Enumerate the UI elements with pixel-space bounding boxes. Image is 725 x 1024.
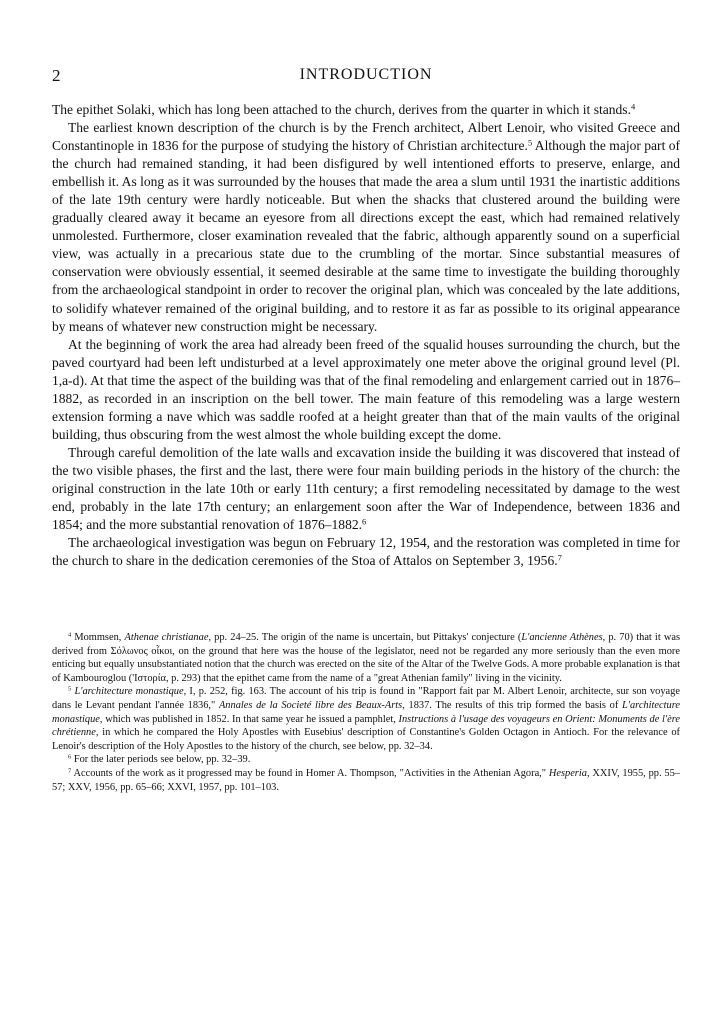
citation-title: Instructions à l'usage des voyageurs en Orient: Monuments de l'ère chrétienne bbox=[52, 713, 680, 739]
paragraph-3: At the beginning of work the area had already been freed of the squalid houses surrounding the church, but the paved courtyard had been left undisturbed at a level approximately one meter above the original ground level (Pl. 1,a-d). At that time the aspect of the building was that of the final remodeling and enlargement carried out in 1876–1882, as recorded in an inscription on the bell tower. The main feature of this remodeling was a large western extension forming a nave which was saddle roofed at a height greater than that of the main vaults of the original building, thus obscuring from the west almost the whole building except the dome. bbox=[52, 336, 680, 442]
footnote-number: 5 bbox=[68, 685, 72, 693]
footnote-ref-5[interactable]: 5 bbox=[527, 138, 533, 148]
footnote-number: 4 bbox=[68, 631, 72, 639]
paragraph-4: Through careful demolition of the late walls and excavation inside the building it was discovered that instead of the two visible phases, the first and the last, there were four main building periods in the history of the church: the original construction in the late 10th or early 11th century; a first remodeling necessitated by damage to the west end, probably in the late 17th century; an enlargement soon after the War of Independence, between 1836 and 1854; and the more substantial renovation of 1876–1882.$^6$ bbox=[52, 444, 680, 533]
footnote-ref-7[interactable]: 7 bbox=[557, 553, 562, 563]
citation-title: L'architecture monastique bbox=[52, 699, 680, 725]
citation-title: L'ancienne Athènes bbox=[521, 632, 603, 643]
footnote-7: $^7$ Accounts of the work as it progressed may be found in Homer A. Thompson, "Activities in the Athenian Agora," Hesperia, XXIV, 1955, pp. 55–57; XXV, 1956, pp. 65–66; XXVI, 1957, pp. 101–103. bbox=[52, 767, 680, 793]
paragraph-5: The archaeological investigation was begun on February 12, 1954, and the restoration was completed in time for the church to share in the dedication ceremonies of the Stoa of Attalos on September 3, 1956.$^7$ bbox=[52, 535, 680, 569]
citation-title: Athenae christianae bbox=[124, 632, 209, 643]
citation-title: Hesperia bbox=[548, 767, 587, 779]
running-head: INTRODUCTION bbox=[299, 66, 433, 83]
page-number: 2 bbox=[52, 66, 61, 85]
footnote-number: 6 bbox=[68, 753, 72, 761]
paragraph-2: The earliest known description of the church is by the French architect, Albert Lenoir, who visited Greece and Constantinople in 1836 for the purpose of studying the history of Christian architecture.$^5$ Although the major part of the church had remained standing, it had been disfigured by well intentioned efforts to preserve, enlarge, and embellish it. As long as it was surrounded by the houses that made the area a slum until 1931 the inartistic additions of the late 19th century were hardly noticeable. But when the shacks that clustered around the building were gradually cleared away it became an eyesore from all directions except the east, which had remained relatively unmolested. Furthermore, closer examination revealed that the fabric, although apparently sound on a superficial view, was actually in a precarious state due to the crumbling of the mortar. Since substantial measures of conservation were obviously essential, it seemed desirable at the same time to investigate the building thoroughly from the archaeological standpoint in order to recover the original plan, which was concealed by the late additions, to solidify whatever remained of the original building, and to restore it as far as possible to its original appearance by means of whatever new construction might be necessary. bbox=[52, 120, 680, 334]
footnotes bbox=[52, 631, 680, 794]
citation-title: Annales de la Societé libre des Beaux-Arts bbox=[218, 699, 403, 711]
paragraph-1: The epithet Solaki, which has long been attached to the church, derives from the quarter in which it stands.$^4$ bbox=[52, 102, 636, 117]
page-header bbox=[52, 66, 680, 90]
footnote-ref-4[interactable]: 4 bbox=[630, 102, 636, 112]
footnote-6: $^6$ For the later periods see below, pp. 32–39. bbox=[68, 753, 251, 766]
footnote-5: $^5$ L'architecture monastique, I, p. 252, fig. 163. The account of his trip is found in "Rapport fait par M. Albert Lenoir, architecte, sur son voyage dans le Levant pendant l'année 1836," Annales de la Societé libre des Beaux-Arts, 1837. The results of this trip formed the basis of L'architecture monastique, which was published in 1852. In that same year he issued a pamphlet, Instructions à l'usage des voyageurs en Orient: Monuments de l'ère chrétienne, in which he compared the Holy Apostles with Eusebius' description of Constantine's Golden Octagon in Antioch. For the relevance of Lenoir's description of the Holy Apostles to the history of the church, see below, pp. 32–34. bbox=[52, 685, 680, 752]
footnote-ref-6[interactable]: 6 bbox=[362, 517, 367, 527]
footnote-number: 7 bbox=[68, 767, 72, 775]
citation-title: L'architecture monastique bbox=[74, 686, 184, 698]
footnote-4: $^4$ Mommsen, Athenae christianae, pp. 24–25. The origin of the name is uncertain, but Pittakys' conjecture (L'ancienne Athènes, p. 70) that it was derived from Σόλωνος οἶκοι, on the ground that here was the house of the legislator, need not be regarded any more seriously than the even more enticing but equally unsubstantiated notion that the church was erected on the site of the Altar of the Twelve Gods. A more probable explanation is that of Kambouroglou ('Ιστορία, p. 293) that the epithet came from the name of a "great Athenian family" living in the vicinity. bbox=[52, 631, 680, 684]
main-text bbox=[52, 101, 680, 570]
